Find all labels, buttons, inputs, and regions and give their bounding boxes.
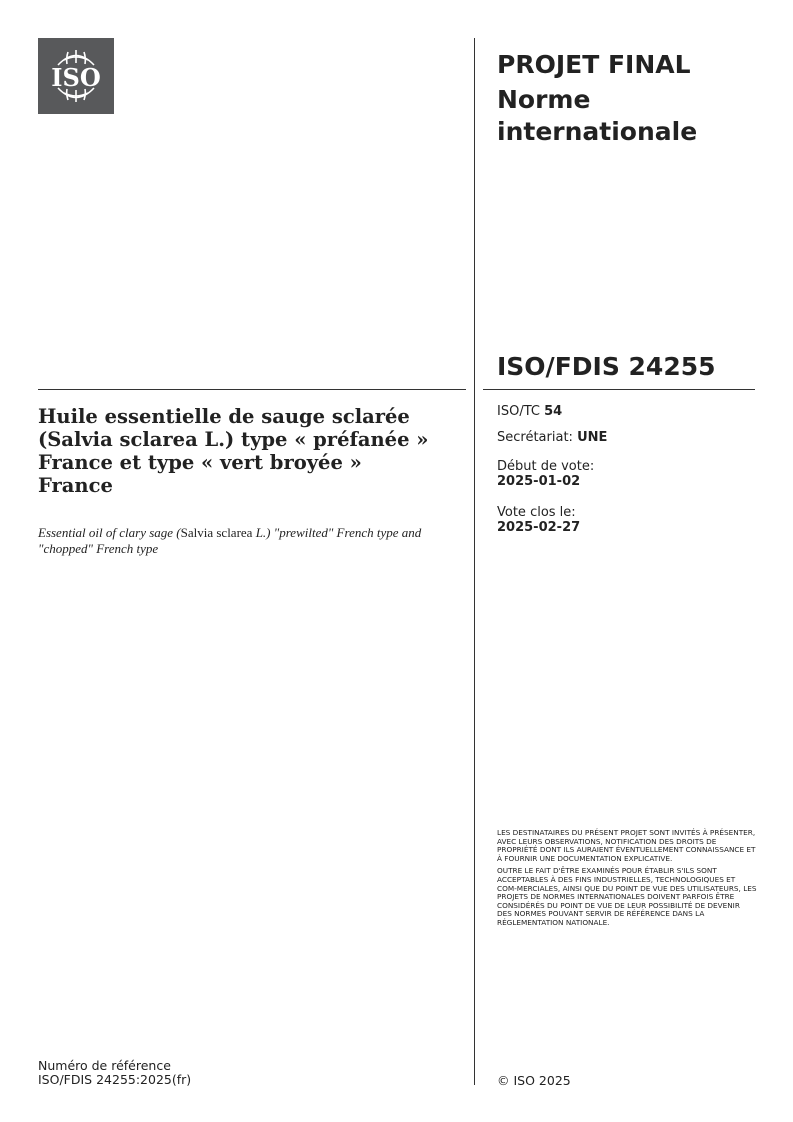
notice-paragraph: LES DESTINATAIRES DU PRÉSENT PROJET SONT INVITÉS À PRÉSENTER, AVEC LEURS OBSERVATIONS, NOTIFICATION DES DROITS DE PROPRIÉTÉ DONT ILS AURAIENT ÉVENTUELLEMENT CONNAISSANCE ET À FOURNIR UNE DOCUMENTATION EXPLICATIVE. [497, 828, 756, 863]
document-title: Huile essentielle de sauge sclarée (Salvia sclarea L.) type « préfanée » France et type « vert broyée » France [38, 405, 429, 497]
secretariat: Secrétariat: UNE [497, 430, 608, 445]
vote-start: Début de vote: 2025-01-02 [497, 459, 595, 489]
copyright: © ISO 2025 [497, 1073, 571, 1088]
english-title: Essential oil of clary sage (Salvia sclarea L.) "prewilted" French type and "chopped" French type [38, 525, 422, 556]
notice-paragraph: OUTRE LE FAIT D'ÊTRE EXAMINÉS POUR ÉTABLIR S'ILS SONT ACCEPTABLES À DES FINS INDUSTRIELLES, TECHNOLOGIQUES ET COM-MERCIALES, AINSI QUE DU POINT DE VUE DES UTILISATEURS, LES PROJETS DE NORMES INTERNATIONALES DOIVENT PARFOIS ÊTRE CONSIDÉRÉS DU POINT DE VUE DE LEUR POSSIBILITÉ DE DEVENIR DES NORMES POUVANT SERVIR DE RÉFÉRENCE DANS LA RÉGLEMENTATION NATIONALE. [497, 866, 757, 927]
document-type: Norme internationale [497, 85, 698, 146]
column-divider [474, 38, 475, 1085]
document-number: ISO/FDIS 24255 [497, 352, 716, 381]
reference-number: Numéro de référence ISO/FDIS 24255:2025(fr) [38, 1058, 192, 1087]
globe-icon [38, 38, 114, 114]
draft-notice [497, 829, 757, 932]
left-rule [38, 389, 466, 390]
right-rule [483, 389, 755, 390]
svg-text:ISO: ISO [51, 63, 101, 92]
iso-logo [38, 38, 114, 114]
technical-committee: ISO/TC 54 [497, 404, 563, 419]
vote-end: Vote clos le: 2025-02-27 [497, 505, 581, 535]
document-status: PROJET FINAL [497, 50, 691, 79]
